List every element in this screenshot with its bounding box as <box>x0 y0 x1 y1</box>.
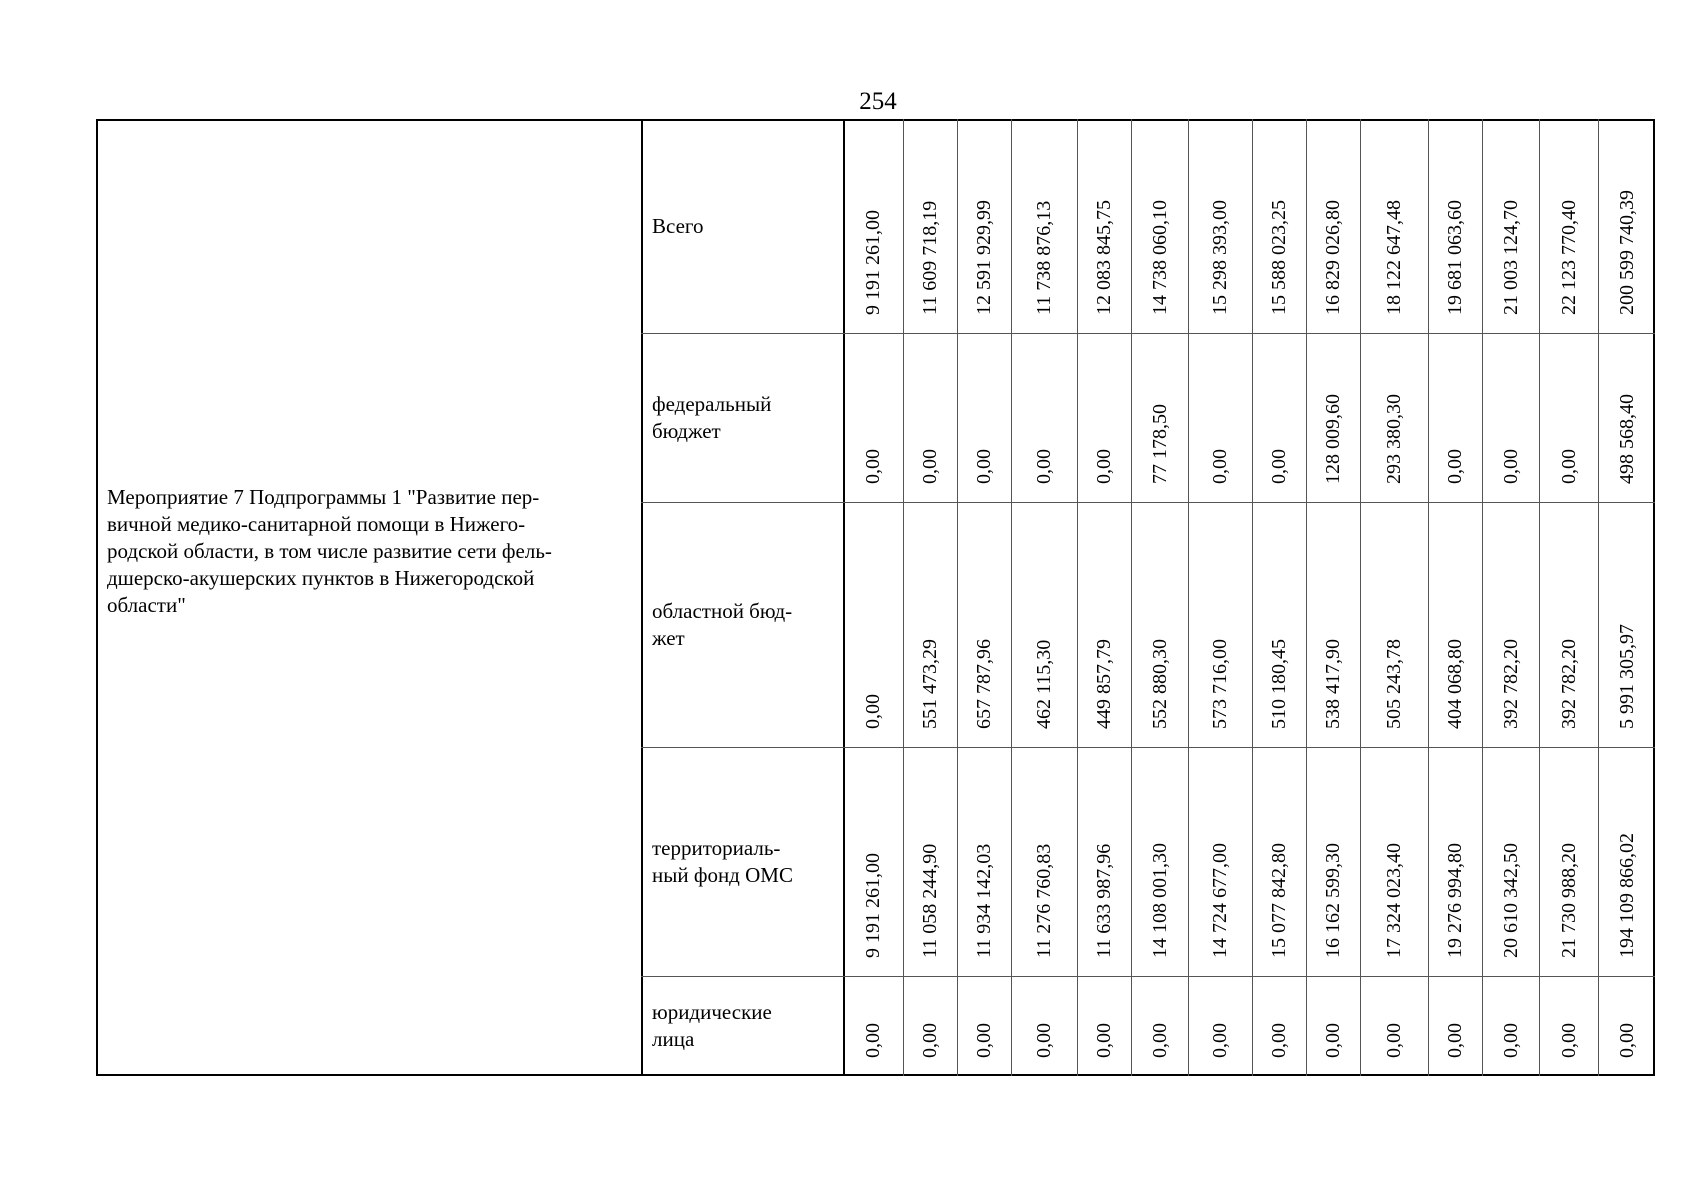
funding-source-label <box>652 391 832 445</box>
funding-source-label <box>652 999 832 1053</box>
table-column-divider <box>1360 119 1361 1076</box>
value-cell: 0,00 <box>919 1023 941 1058</box>
funding-source-label <box>652 598 832 652</box>
value-cell: 0,00 <box>1322 1023 1344 1058</box>
table-column-divider <box>903 119 904 1076</box>
value-cell: 0,00 <box>862 694 884 729</box>
value-cell: 128 009,60 <box>1322 394 1344 484</box>
table-column-divider <box>96 119 98 1076</box>
table-column-divider <box>1188 119 1189 1076</box>
value-cell: 15 077 842,80 <box>1268 843 1290 958</box>
value-cell: 11 738 876,13 <box>1033 200 1055 315</box>
value-cell: 16 829 026,80 <box>1322 200 1344 315</box>
funding-source-line: юридические <box>652 1000 772 1024</box>
value-cell: 538 417,90 <box>1322 639 1344 729</box>
value-cell: 11 633 987,96 <box>1093 843 1115 958</box>
value-cell: 18 122 647,48 <box>1383 200 1405 315</box>
value-cell: 0,00 <box>1499 449 1522 484</box>
table-column-divider <box>1539 119 1540 1076</box>
value-cell: 0,00 <box>1444 449 1466 484</box>
value-cell: 21 003 124,70 <box>1499 200 1522 315</box>
value-cell: 0,00 <box>1148 1023 1171 1058</box>
page-number: 254 <box>859 88 897 115</box>
value-cell: 0,00 <box>1033 449 1055 484</box>
value-cell: 462 115,30 <box>1033 639 1055 729</box>
value-cell: 449 857,79 <box>1093 639 1115 729</box>
value-cell: 293 380,30 <box>1383 394 1405 484</box>
value-cell: 17 324 023,40 <box>1383 843 1405 958</box>
value-cell: 11 276 760,83 <box>1033 843 1055 958</box>
value-cell: 392 782,20 <box>1499 639 1522 729</box>
table-border-top <box>96 119 1655 121</box>
value-cell: 0,00 <box>862 449 884 484</box>
value-cell: 194 109 866,02 <box>1615 833 1638 958</box>
value-cell: 12 083 845,75 <box>1093 200 1115 315</box>
value-cell: 0,00 <box>1557 1023 1580 1058</box>
table-column-divider <box>1482 119 1483 1076</box>
value-cell: 498 568,40 <box>1615 394 1638 484</box>
value-cell: 0,00 <box>1557 449 1580 484</box>
table-row-divider <box>641 747 1655 748</box>
table-column-divider <box>1131 119 1132 1076</box>
value-cell: 0,00 <box>1033 1023 1055 1058</box>
table-column-divider <box>1306 119 1307 1076</box>
value-cell: 21 730 988,20 <box>1557 843 1580 958</box>
event-title-line: области" <box>107 592 186 617</box>
value-cell: 11 609 718,19 <box>919 200 941 315</box>
value-cell: 16 162 599,30 <box>1322 843 1344 958</box>
table-column-divider <box>843 119 845 1076</box>
value-cell: 0,00 <box>1268 1023 1290 1058</box>
value-cell: 14 738 060,10 <box>1148 200 1171 315</box>
value-cell: 0,00 <box>919 449 941 484</box>
table-row-divider <box>641 976 1655 977</box>
value-cell: 0,00 <box>1093 449 1115 484</box>
value-cell: 552 880,30 <box>1148 639 1171 729</box>
funding-source-line: Всего <box>652 213 704 238</box>
value-cell: 404 068,80 <box>1444 639 1466 729</box>
value-cell: 551 473,29 <box>919 639 941 729</box>
value-cell: 19 276 994,80 <box>1444 843 1466 958</box>
value-cell: 0,00 <box>1499 1023 1522 1058</box>
table-row-divider <box>641 502 1655 503</box>
value-cell: 9 191 261,00 <box>862 853 884 958</box>
value-cell: 657 787,96 <box>973 639 995 729</box>
event-title-line: вичной медико-санитарной помощи в Нижего- <box>107 511 526 536</box>
value-cell: 19 681 063,60 <box>1444 200 1466 315</box>
table-column-divider <box>1598 119 1599 1076</box>
value-cell: 0,00 <box>1268 449 1290 484</box>
table-column-divider <box>957 119 958 1076</box>
funding-source-label <box>652 835 832 889</box>
value-cell: 0,00 <box>1615 1023 1638 1058</box>
funding-source-line: ный фонд ОМС <box>652 862 793 887</box>
event-title-line: родской области, в том числе развитие сети фель- <box>107 538 552 563</box>
value-cell: 11 934 142,03 <box>973 843 995 958</box>
value-cell: 14 724 677,00 <box>1209 843 1231 958</box>
table-column-divider <box>641 119 643 1076</box>
table-column-divider <box>1077 119 1078 1076</box>
value-cell: 0,00 <box>1209 1023 1231 1058</box>
event-title-line: дшерско-акушерских пунктов в Нижегородской <box>107 565 535 590</box>
table-column-divider <box>1428 119 1429 1076</box>
value-cell: 15 588 023,25 <box>1268 200 1290 315</box>
value-cell: 0,00 <box>1444 1023 1466 1058</box>
funding-source-label <box>652 213 832 240</box>
value-cell: 77 178,50 <box>1148 404 1171 484</box>
value-cell: 11 058 244,90 <box>919 843 941 958</box>
value-cell: 392 782,20 <box>1557 639 1580 729</box>
table-column-divider <box>1011 119 1012 1076</box>
value-cell: 0,00 <box>1209 449 1231 484</box>
value-cell: 9 191 261,00 <box>862 210 884 315</box>
event-title-line: Мероприятие 7 Подпрограммы 1 "Развитие пер- <box>107 484 540 509</box>
value-cell: 14 108 001,30 <box>1148 843 1171 958</box>
value-cell: 5 991 305,97 <box>1615 624 1638 729</box>
funding-source-line: жет <box>652 625 685 650</box>
funding-source-line: областной бюд- <box>652 598 793 623</box>
table-column-divider <box>1252 119 1253 1076</box>
funding-source-line: федеральный <box>652 391 772 416</box>
event-title <box>107 484 627 619</box>
value-cell: 573 716,00 <box>1209 639 1231 729</box>
value-cell: 12 591 929,99 <box>973 200 995 315</box>
value-cell: 0,00 <box>862 1023 884 1058</box>
value-cell: 20 610 342,50 <box>1499 843 1522 958</box>
value-cell: 200 599 740,39 <box>1615 190 1638 315</box>
value-cell: 22 123 770,40 <box>1557 200 1580 315</box>
value-cell: 15 298 393,00 <box>1209 200 1231 315</box>
value-cell: 510 180,45 <box>1268 639 1290 729</box>
value-cell: 0,00 <box>973 1023 995 1058</box>
funding-source-line: лица <box>652 1027 695 1051</box>
value-cell: 0,00 <box>973 449 995 484</box>
funding-source-line: территориаль- <box>652 835 781 860</box>
table-column-divider <box>1653 119 1655 1076</box>
table-border-bottom <box>96 1074 1655 1076</box>
value-cell: 0,00 <box>1093 1023 1115 1058</box>
value-cell: 0,00 <box>1383 1023 1405 1058</box>
funding-source-line: бюджет <box>652 418 721 443</box>
value-cell: 505 243,78 <box>1383 639 1405 729</box>
table-row-divider <box>641 333 1655 334</box>
